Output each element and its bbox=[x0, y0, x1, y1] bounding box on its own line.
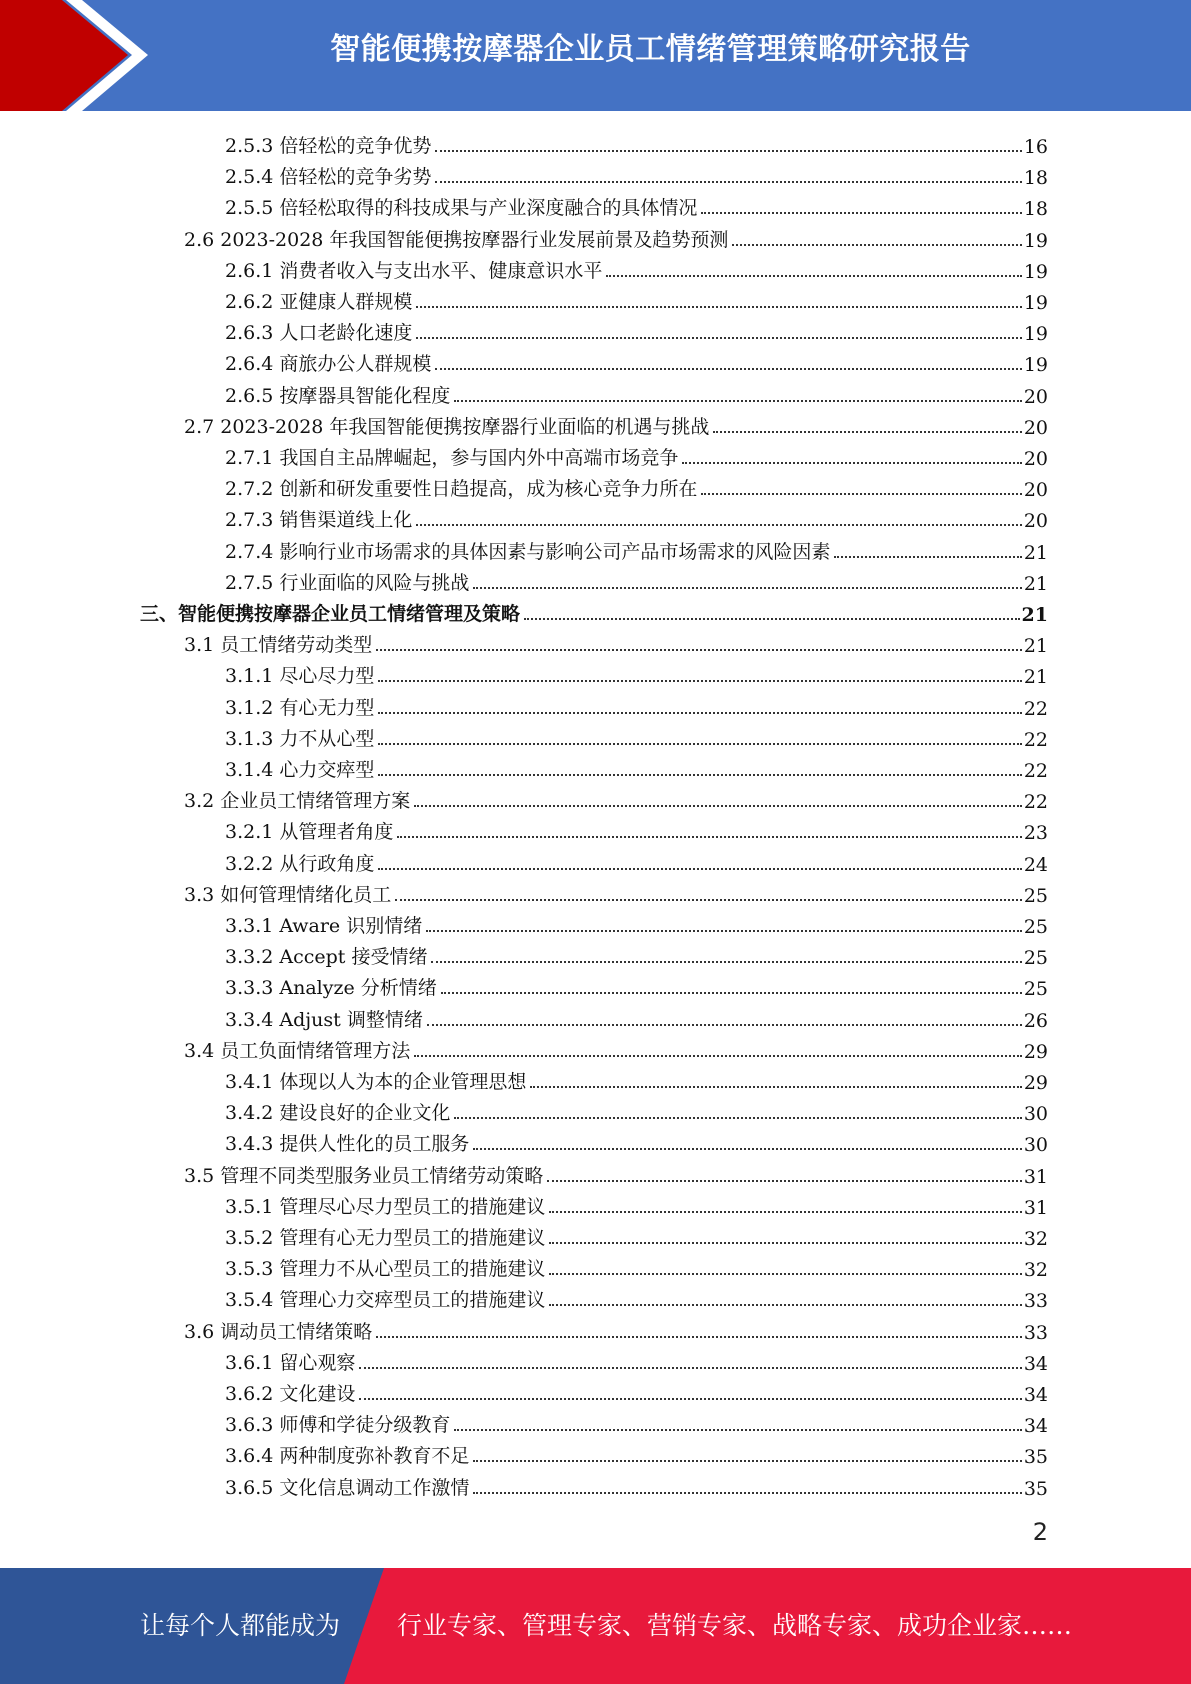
toc-entry-label: 3.5.4 管理心力交瘁型员工的措施建议 bbox=[225, 1289, 546, 1312]
toc-leader-dots bbox=[701, 493, 1021, 495]
toc-leader-dots bbox=[378, 712, 1021, 714]
toc-leader-dots bbox=[547, 1180, 1022, 1182]
toc-entry-page: 29 bbox=[1023, 1040, 1048, 1063]
page-header bbox=[0, 0, 1191, 111]
toc-entry-label: 2.6.4 商旅办公人群规模 bbox=[225, 353, 432, 376]
toc-entry[interactable] bbox=[225, 751, 1048, 782]
toc-entry[interactable] bbox=[225, 657, 1048, 688]
toc-entry-page: 20 bbox=[1023, 510, 1048, 533]
footer-slogan-right: 行业专家、管理专家、营销专家、战略专家、成功企业家…… bbox=[397, 1611, 1073, 1640]
toc-entry-label: 2.6 2023-2028 年我国智能便携按摩器行业发展前景及趋势预测 bbox=[184, 228, 729, 251]
toc-entry-label: 2.7.1 我国自主品牌崛起，参与国内外中高端市场竞争 bbox=[225, 447, 679, 469]
toc-entry-label: 3.2 企业员工情绪管理方案 bbox=[184, 790, 411, 813]
toc-entry-page: 18 bbox=[1023, 198, 1048, 221]
toc-entry-label: 3.1.4 心力交瘁型 bbox=[225, 759, 375, 781]
toc-entry-label: 2.5.4 倍轻松的竞争劣势 bbox=[225, 166, 432, 189]
toc-entry-page: 35 bbox=[1023, 1477, 1048, 1500]
toc-entry[interactable] bbox=[225, 1437, 1048, 1468]
toc-entry-label: 2.7.2 创新和研发重要性日趋提高，成为核心竞争力所在 bbox=[225, 478, 698, 501]
toc-entry-page: 19 bbox=[1023, 229, 1048, 252]
toc-entry-page: 23 bbox=[1023, 822, 1048, 845]
toc-leader-dots bbox=[834, 556, 1021, 558]
toc-leader-dots bbox=[454, 1429, 1021, 1431]
toc-entry-page: 22 bbox=[1023, 760, 1048, 782]
toc-leader-dots bbox=[416, 337, 1021, 339]
toc-entry[interactable] bbox=[225, 564, 1048, 595]
toc-leader-dots bbox=[376, 649, 1022, 651]
toc-entry[interactable] bbox=[225, 314, 1048, 345]
toc-entry-label: 2.5.5 倍轻松取得的科技成果与产业深度融合的具体情况 bbox=[225, 197, 698, 220]
toc-entry-label: 3.3.2 Accept 接受情绪 bbox=[225, 946, 428, 969]
toc-leader-dots bbox=[682, 462, 1021, 464]
toc-leader-dots bbox=[549, 1273, 1021, 1275]
toc-entry[interactable] bbox=[225, 1344, 1048, 1375]
toc-entry[interactable] bbox=[225, 1125, 1048, 1156]
toc-leader-dots bbox=[524, 618, 1020, 620]
toc-entry-page: 30 bbox=[1023, 1134, 1048, 1157]
toc-entry[interactable] bbox=[225, 1188, 1048, 1219]
toc-leader-dots bbox=[416, 524, 1021, 526]
toc-leader-dots bbox=[473, 1492, 1021, 1494]
toc-entry-page: 21 bbox=[1023, 541, 1048, 564]
toc-entry-page: 33 bbox=[1023, 1321, 1048, 1344]
toc-entry-page: 20 bbox=[1023, 385, 1048, 408]
toc-leader-dots bbox=[732, 244, 1021, 246]
toc-leader-dots bbox=[435, 368, 1021, 370]
toc-entry[interactable] bbox=[184, 782, 1048, 813]
toc-entry-page: 31 bbox=[1023, 1196, 1048, 1219]
report-title: 智能便携按摩器企业员工情绪管理策略研究报告 bbox=[330, 32, 971, 67]
toc-entry-label: 三、智能便携按摩器企业员工情绪管理及策略 bbox=[140, 603, 521, 625]
toc-entry-label: 2.7.5 行业面临的风险与挑战 bbox=[225, 571, 470, 594]
toc-entry[interactable] bbox=[225, 1469, 1048, 1500]
toc-entry-page: 19 bbox=[1023, 354, 1048, 377]
toc-entry[interactable] bbox=[225, 1281, 1048, 1312]
toc-entry[interactable] bbox=[184, 1313, 1048, 1344]
toc-leader-dots bbox=[435, 150, 1021, 152]
toc-entry-page: 32 bbox=[1023, 1259, 1048, 1282]
toc-entry-label: 3.5 管理不同类型服务业员工情绪劳动策略 bbox=[184, 1164, 544, 1187]
page-footer bbox=[0, 1568, 1191, 1684]
toc-entry[interactable] bbox=[225, 127, 1048, 158]
toc-entry-page: 21 bbox=[1023, 666, 1048, 689]
toc-entry[interactable] bbox=[225, 1250, 1048, 1281]
toc-leader-dots bbox=[427, 1024, 1022, 1026]
toc-entry-label: 2.6.3 人口老龄化速度 bbox=[225, 322, 413, 345]
toc-entry[interactable] bbox=[225, 283, 1048, 314]
toc-entry-label: 3.4.3 提供人性化的员工服务 bbox=[225, 1133, 470, 1156]
toc-entry[interactable] bbox=[225, 501, 1048, 532]
toc-entry-label: 3.6.1 留心观察 bbox=[225, 1351, 356, 1374]
toc-leader-dots bbox=[395, 899, 1022, 901]
toc-entry-page: 30 bbox=[1023, 1103, 1048, 1126]
toc-leader-dots bbox=[359, 1367, 1021, 1369]
toc-entry-label: 3.4.1 体现以人为本的企业管理思想 bbox=[225, 1071, 527, 1093]
toc-entry-page: 22 bbox=[1023, 728, 1048, 751]
toc-leader-dots bbox=[473, 1148, 1021, 1150]
toc-entry-page: 20 bbox=[1023, 448, 1048, 470]
toc-entry-page: 26 bbox=[1023, 1009, 1048, 1032]
toc-entry-label: 3.5.3 管理力不从心型员工的措施建议 bbox=[225, 1258, 546, 1281]
toc-entry-label: 3.4.2 建设良好的企业文化 bbox=[225, 1102, 451, 1125]
toc-entry[interactable] bbox=[184, 876, 1048, 907]
toc-leader-dots bbox=[378, 743, 1021, 745]
toc-entry-page: 25 bbox=[1023, 947, 1048, 970]
toc-entry-page: 33 bbox=[1023, 1290, 1048, 1313]
toc-entry-page: 29 bbox=[1023, 1072, 1048, 1094]
toc-leader-dots bbox=[414, 1055, 1022, 1057]
toc-entry[interactable] bbox=[225, 533, 1048, 564]
toc-leader-dots bbox=[378, 868, 1021, 870]
toc-entry[interactable] bbox=[225, 439, 1048, 470]
toc-entry[interactable] bbox=[225, 1406, 1048, 1437]
toc-entry-page: 21 bbox=[1021, 604, 1048, 626]
toc-entry[interactable] bbox=[184, 221, 1048, 252]
toc-entry[interactable] bbox=[225, 689, 1048, 720]
toc-entry[interactable] bbox=[225, 252, 1048, 283]
toc-entry-label: 3.6 调动员工情绪策略 bbox=[184, 1320, 373, 1343]
toc-entry-page: 25 bbox=[1023, 884, 1048, 907]
toc-entry-label: 3.3.4 Adjust 调整情绪 bbox=[225, 1008, 423, 1031]
toc-leader-dots bbox=[713, 431, 1021, 433]
toc-entry-page: 25 bbox=[1023, 978, 1048, 1001]
toc-leader-dots bbox=[473, 587, 1021, 589]
toc-entry[interactable] bbox=[225, 345, 1048, 376]
toc-entry[interactable] bbox=[184, 1157, 1048, 1188]
toc-entry-page: 20 bbox=[1023, 479, 1048, 502]
toc-entry-label: 3.6.2 文化建设 bbox=[225, 1383, 356, 1405]
toc-entry-label: 3.1.3 力不从心型 bbox=[225, 727, 375, 750]
toc-entry-page: 21 bbox=[1023, 635, 1048, 658]
toc-entry-label: 3.4 员工负面情绪管理方法 bbox=[184, 1039, 411, 1062]
toc-entry[interactable] bbox=[225, 189, 1048, 220]
toc-entry[interactable] bbox=[225, 720, 1048, 751]
toc-leader-dots bbox=[454, 1117, 1021, 1119]
toc-entry-page: 24 bbox=[1023, 853, 1048, 876]
toc-entry[interactable] bbox=[184, 626, 1048, 657]
toc-leader-dots bbox=[376, 1336, 1022, 1338]
toc-entry-label: 3.3 如何管理情绪化员工 bbox=[184, 883, 392, 906]
toc-entry-page: 19 bbox=[1023, 260, 1048, 283]
toc-leader-dots bbox=[473, 1460, 1021, 1462]
toc-leader-dots bbox=[530, 1086, 1021, 1088]
toc-entry[interactable] bbox=[225, 1063, 1048, 1094]
toc-entry-page: 25 bbox=[1023, 916, 1048, 938]
toc-leader-dots bbox=[378, 680, 1021, 682]
toc-entry-label: 2.7 2023-2028 年我国智能便携按摩器行业面临的机遇与挑战 bbox=[184, 415, 710, 438]
toc-entry-page: 35 bbox=[1023, 1446, 1048, 1469]
toc-leader-dots bbox=[426, 930, 1022, 932]
toc-entry[interactable] bbox=[225, 1001, 1048, 1032]
toc-entry[interactable] bbox=[225, 377, 1048, 408]
toc-entry[interactable] bbox=[225, 470, 1048, 501]
toc-leader-dots bbox=[606, 275, 1021, 277]
toc-entry-page: 16 bbox=[1023, 136, 1048, 158]
toc-entry-page: 18 bbox=[1023, 167, 1048, 190]
toc-entry-page: 31 bbox=[1023, 1165, 1048, 1188]
toc-entry-page: 34 bbox=[1023, 1415, 1048, 1438]
toc-leader-dots bbox=[549, 1242, 1021, 1244]
toc-entry-page: 32 bbox=[1023, 1228, 1048, 1250]
toc-entry-page: 34 bbox=[1023, 1384, 1048, 1406]
toc-entry-label: 2.6.5 按摩器具智能化程度 bbox=[225, 384, 451, 407]
toc-leader-dots bbox=[359, 1398, 1021, 1400]
toc-leader-dots bbox=[701, 212, 1021, 214]
toc-leader-dots bbox=[435, 181, 1021, 183]
toc-leader-dots bbox=[397, 836, 1021, 838]
toc-entry-label: 3.6.3 师傅和学徒分级教育 bbox=[225, 1414, 451, 1437]
toc-leader-dots bbox=[441, 992, 1022, 994]
toc-entry[interactable] bbox=[225, 158, 1048, 189]
toc-leader-dots bbox=[454, 400, 1021, 402]
toc-entry-label: 2.6.2 亚健康人群规模 bbox=[225, 291, 413, 313]
toc-entry-page: 19 bbox=[1023, 323, 1048, 346]
toc-entry[interactable] bbox=[225, 1094, 1048, 1125]
page-number: 2 bbox=[1032, 1518, 1048, 1546]
toc-entry-page: 20 bbox=[1023, 416, 1048, 439]
toc-entry-label: 3.6.5 文化信息调动工作激情 bbox=[225, 1476, 470, 1499]
toc-entry-label: 2.7.3 销售渠道线上化 bbox=[225, 509, 413, 532]
toc-entry-label: 3.1 员工情绪劳动类型 bbox=[184, 634, 373, 657]
toc-entry[interactable] bbox=[225, 813, 1048, 844]
toc-leader-dots bbox=[416, 306, 1021, 308]
toc-entry-label: 3.1.1 尽心尽力型 bbox=[225, 665, 375, 688]
toc-entry-label: 3.5.2 管理有心无力型员工的措施建议 bbox=[225, 1227, 546, 1249]
toc-entry-page: 34 bbox=[1023, 1352, 1048, 1375]
toc-entry-label: 3.2.1 从管理者角度 bbox=[225, 821, 394, 844]
toc-entry-label: 2.5.3 倍轻松的竞争优势 bbox=[225, 135, 432, 157]
toc-entry-label: 2.6.1 消费者收入与支出水平、健康意识水平 bbox=[225, 259, 603, 282]
toc-entry[interactable] bbox=[225, 938, 1048, 969]
toc-leader-dots bbox=[378, 774, 1021, 776]
toc-entry[interactable] bbox=[140, 595, 1048, 626]
toc-entry-label: 3.3.1 Aware 识别情绪 bbox=[225, 915, 423, 937]
toc-entry-label: 3.3.3 Analyze 分析情绪 bbox=[225, 977, 437, 1000]
toc-leader-dots bbox=[431, 961, 1021, 963]
toc-leader-dots bbox=[414, 805, 1022, 807]
toc-entry[interactable] bbox=[184, 408, 1048, 439]
toc-entry-label: 3.2.2 从行政角度 bbox=[225, 852, 375, 875]
toc-entry-label: 3.6.4 两种制度弥补教育不足 bbox=[225, 1445, 470, 1468]
toc-entry-label: 3.5.1 管理尽心尽力型员工的措施建议 bbox=[225, 1195, 546, 1218]
toc-leader-dots bbox=[549, 1211, 1021, 1213]
header-arrow-decoration bbox=[0, 0, 160, 111]
footer-slogan-left: 让每个人都能成为 bbox=[140, 1611, 341, 1640]
toc-leader-dots bbox=[549, 1304, 1021, 1306]
toc-entry-page: 22 bbox=[1023, 697, 1048, 720]
toc-entry-page: 21 bbox=[1023, 572, 1048, 595]
toc-entry-page: 22 bbox=[1023, 791, 1048, 814]
toc-entry[interactable] bbox=[225, 969, 1048, 1000]
toc-entry[interactable] bbox=[225, 1219, 1048, 1250]
toc-entry[interactable] bbox=[225, 907, 1048, 938]
toc-entry[interactable] bbox=[225, 845, 1048, 876]
toc-entry[interactable] bbox=[184, 1032, 1048, 1063]
toc-entry-page: 19 bbox=[1023, 292, 1048, 314]
toc-entry[interactable] bbox=[225, 1375, 1048, 1406]
toc-entry-label: 3.1.2 有心无力型 bbox=[225, 696, 375, 719]
toc-entry-label: 2.7.4 影响行业市场需求的具体因素与影响公司产品市场需求的风险因素 bbox=[225, 540, 831, 563]
